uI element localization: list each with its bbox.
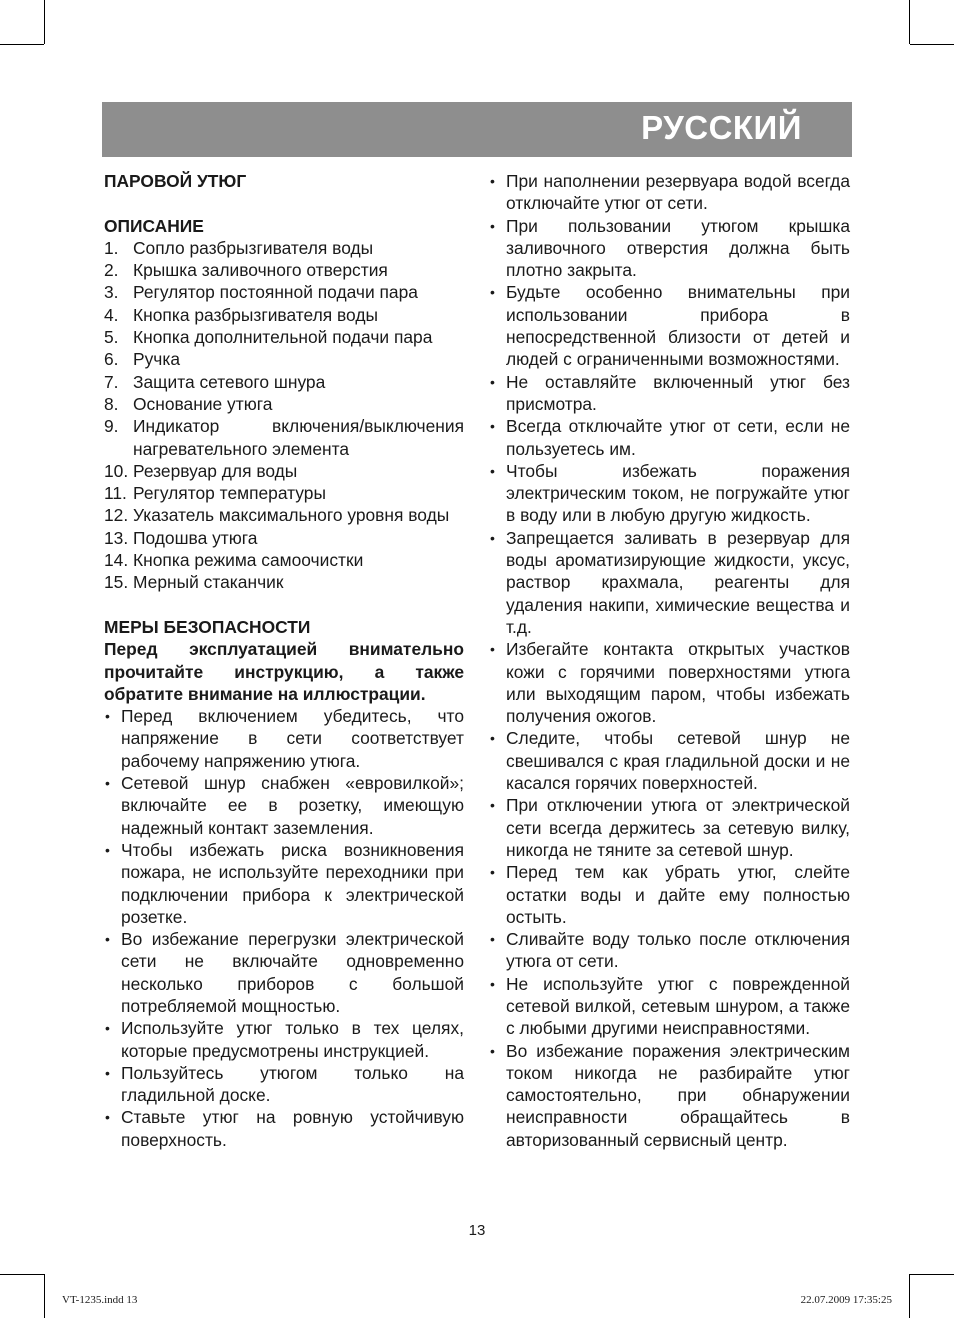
bullet-item: • Пользуйтесь утюгом только на гладильной доске. — [104, 1062, 464, 1107]
bullet-item: • Перед включением убедитесь, что напряжение в сети соответствует рабочему напряжению утюга. — [104, 705, 464, 772]
safety-heading: МЕРЫ БЕЗОПАСНОСТИ — [104, 616, 311, 637]
list-item-text: Основание утюга — [133, 393, 273, 414]
footer-date-info: 22.07.2009 17:35:25 — [800, 1294, 892, 1306]
list-item-text: Кнопка дополнительной подачи пара — [133, 327, 433, 348]
description-heading: ОПИСАНИЕ — [104, 215, 204, 236]
list-item-number: 13. — [104, 527, 129, 548]
right-column — [489, 170, 850, 1151]
list-item-number: 15. — [104, 572, 129, 593]
footer-file-info: VT-1235.indd 13 — [62, 1294, 138, 1306]
list-item-number: 8. — [104, 393, 119, 414]
list-item-number: 5. — [104, 327, 119, 348]
list-item-text: Указатель максимального уровня воды — [133, 505, 450, 526]
list-item — [104, 504, 464, 526]
crop-mark — [0, 1274, 44, 1275]
bullet-item: • Будьте особенно внимательны при использовании прибора в непосредственной близости от детей и людей с ограниченными возможностями. — [489, 281, 850, 370]
bullet-item: • Всегда отключайте утюг от сети, если не пользуетесь им. — [489, 415, 850, 460]
list-item-text: Мерный стаканчик — [133, 572, 284, 593]
list-item-number: 11. — [104, 483, 127, 504]
crop-mark — [0, 44, 44, 45]
list-item — [104, 326, 464, 348]
crop-mark — [909, 0, 910, 44]
list-item-text: Кнопка разбрызгивателя воды — [133, 304, 378, 325]
crop-mark — [909, 1274, 910, 1318]
list-item — [104, 237, 464, 259]
bullet-item: • Перед тем как убрать утюг, слейте остатки воды и дайте ему полностью остыть. — [489, 861, 850, 928]
document-title: ПАРОВОЙ УТЮГ — [104, 171, 247, 191]
crop-mark — [44, 0, 45, 44]
list-item-text: Подошва утюга — [133, 527, 258, 548]
list-item — [104, 571, 464, 593]
list-item — [104, 393, 464, 415]
list-item-number: 7. — [104, 371, 119, 392]
list-item — [104, 549, 464, 571]
left-column — [104, 170, 464, 1151]
list-item-text: Кнопка режима самоочистки — [133, 550, 364, 571]
list-item-text: Регулятор температуры — [133, 483, 326, 504]
bullet-item: • Избегайте контакта открытых участков кожи с горячими поверхностями утюга или выходящим паром, чтобы избежать получения ожогов. — [489, 638, 850, 727]
list-item-number: 12. — [104, 505, 129, 526]
list-item — [104, 281, 464, 303]
safety-intro: Перед эксплуатацией внимательно прочитайте инструкцию, а также обратите внимание на иллюстрации. — [104, 639, 464, 704]
list-item-text: Сопло разбрызгивателя воды — [133, 237, 374, 258]
list-item-number: 2. — [104, 260, 119, 281]
page-number: 13 — [468, 1222, 486, 1239]
list-item-text: Защита сетевого шнура — [133, 371, 326, 392]
safety-list-left — [104, 705, 464, 1151]
list-item-number: 10. — [104, 460, 129, 481]
bullet-item: • Ставьте утюг на ровную устойчивую поверхность. — [104, 1106, 464, 1151]
list-item — [104, 304, 464, 326]
list-item — [104, 348, 464, 370]
list-item — [104, 460, 464, 482]
list-item-number: 14. — [104, 550, 129, 571]
bullet-item: • При отключении утюга от электрической сети всегда держитесь за сетевую вилку, никогда не тяните за сетевой шнур. — [489, 794, 850, 861]
language-label: РУССКИЙ — [641, 109, 802, 146]
safety-list-right — [489, 170, 850, 1151]
list-item-number: 9. — [104, 416, 119, 437]
crop-mark — [44, 1274, 45, 1318]
list-item-number: 6. — [104, 349, 119, 370]
list-item — [104, 259, 464, 281]
description-list — [104, 237, 464, 594]
list-item — [104, 371, 464, 393]
list-item — [104, 415, 464, 460]
bullet-item: • При наполнении резервуара водой всегда отключайте утюг от сети. — [489, 170, 850, 215]
bullet-item: • Чтобы избежать поражения электрическим током, не погружайте утюг в воду или в любую другую жидкость. — [489, 460, 850, 527]
list-item-text: Индикатор включения/выключения нагревательного элемента — [133, 416, 464, 459]
language-banner — [102, 102, 852, 157]
bullet-item: • Чтобы избежать риска возникновения пожара, не используйте переходники при подключении прибора к электрической розетке. — [104, 839, 464, 928]
bullet-item: • Не используйте утюг с поврежденной сетевой вилкой, сетевым шнуром, а также с любыми другими неисправностями. — [489, 973, 850, 1040]
list-item-number: 3. — [104, 282, 119, 303]
bullet-item: • При пользовании утюгом крышка заливочного отверстия должна быть плотно закрыта. — [489, 215, 850, 282]
bullet-item: • Запрещается заливать в резервуар для воды ароматизирующие жидкости, уксус, раствор крахмала, реагенты для удаления накипи, химические вещества и т.д. — [489, 527, 850, 638]
bullet-item: • Во избежание поражения электрическим током никогда не разбирайте утюг самостоятельно, при обнаружении неисправности обращайтесь в авторизованный сервисный центр. — [489, 1040, 850, 1151]
list-item-number: 4. — [104, 304, 119, 325]
list-item-text: Резервуар для воды — [133, 460, 298, 481]
list-item-number: 1. — [104, 237, 119, 258]
list-item-text: Крышка заливочного отверстия — [133, 260, 388, 281]
bullet-item: • Во избежание перегрузки электрической сети не включайте одновременно несколько приборов с большой потребляемой мощностью. — [104, 928, 464, 1017]
bullet-item: • Не оставляйте включенный утюг без присмотра. — [489, 371, 850, 416]
list-item — [104, 482, 464, 504]
bullet-item: • Используйте утюг только в тех целях, которые предусмотрены инструкцией. — [104, 1017, 464, 1062]
list-item-text: Ручка — [133, 349, 181, 370]
bullet-item: • Сливайте воду только после отключения утюга от сети. — [489, 928, 850, 973]
crop-mark — [910, 1274, 954, 1275]
list-item-text: Регулятор постоянной подачи пара — [133, 282, 418, 303]
bullet-item: • Следите, чтобы сетевой шнур не свешивался с края гладильной доски и не касался горячих поверхностей. — [489, 727, 850, 794]
crop-mark — [910, 44, 954, 45]
bullet-item: • Сетевой шнур снабжен «евровилкой»; включайте ее в розетку, имеющую надежный контакт заземления. — [104, 772, 464, 839]
list-item — [104, 527, 464, 549]
